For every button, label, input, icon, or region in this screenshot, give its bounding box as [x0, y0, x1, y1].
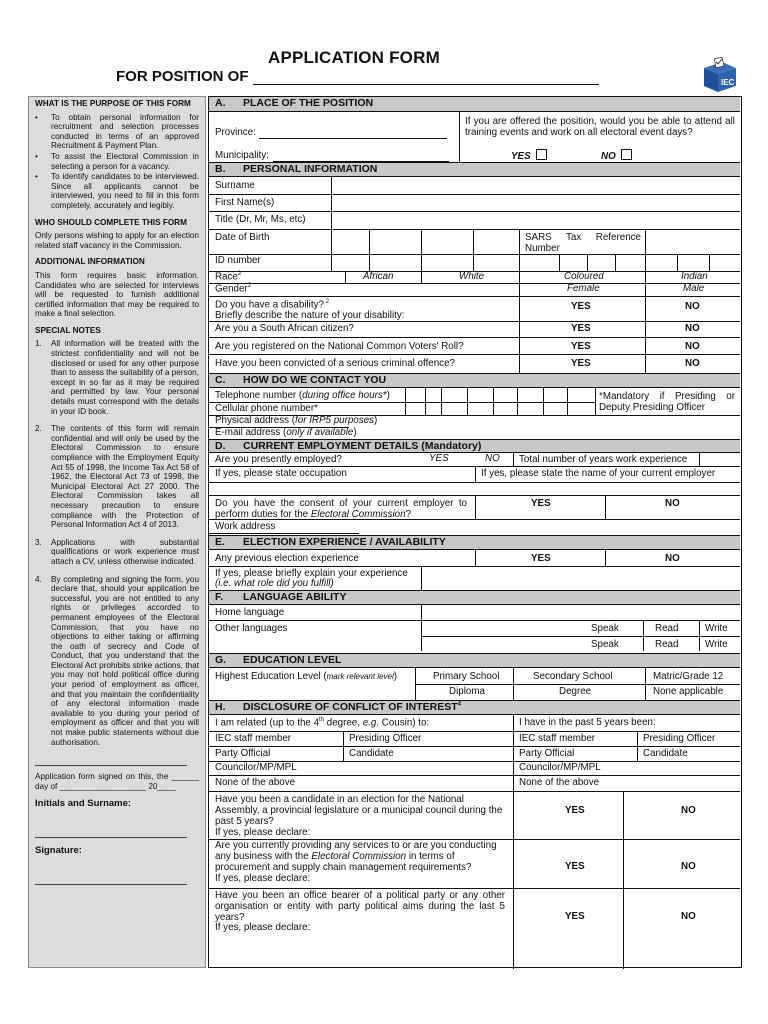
education-none[interactable]: None applicable — [653, 686, 724, 697]
gender-option-female[interactable]: Female — [567, 283, 600, 294]
education-primary[interactable]: Primary School — [433, 671, 500, 682]
work-address-label: Work address — [215, 521, 276, 532]
offence-no[interactable]: NO — [685, 358, 700, 369]
email-label: E-mail address (only if available) — [215, 427, 357, 438]
title-label: Title (Dr, Mr, Ms, etc) — [215, 214, 306, 225]
race-option-coloured[interactable]: Coloured — [564, 271, 604, 282]
checkbox[interactable] — [536, 149, 547, 160]
attendance-question: If you are offered the position, would you be able to attend all training events and work on all electoral event days? — [465, 116, 735, 138]
province-label: Province: — [215, 127, 256, 138]
section-g-header: G. EDUCATION LEVEL — [209, 653, 740, 668]
purpose-list — [35, 113, 199, 211]
first-names-label: First Name(s) — [215, 197, 275, 208]
race-option-indian[interactable]: Indian — [681, 271, 708, 282]
total-years-label: Total number of years work experience — [519, 454, 688, 465]
disability-question: Do you have a disability? $^2$ — [215, 299, 329, 311]
q2-yes[interactable]: YES — [565, 861, 585, 872]
disability-yes[interactable]: YES — [571, 301, 591, 312]
dob-label: Date of Birth — [215, 232, 270, 243]
attendance-no[interactable]: NO — [601, 149, 632, 162]
application-form — [208, 96, 742, 968]
related-question: I am related (up to the 4th degree, e.g. Cousin) to: — [215, 717, 430, 729]
notes-list — [35, 339, 199, 747]
other-languages-label: Other languages — [215, 623, 288, 634]
race-option-white[interactable]: White — [459, 271, 485, 282]
occupation-label: If yes, please state occupation — [215, 468, 347, 479]
office-bearer-question: Have you been an office bearer of a political party or any other organisation or entity with party political aims during the last 5 years? — [215, 890, 505, 923]
voters-roll-no[interactable]: NO — [685, 341, 700, 352]
initials-field[interactable] — [35, 827, 187, 838]
offence-question: Have you been convicted of a serious criminal offence? — [215, 358, 455, 369]
home-language-label: Home language — [215, 607, 285, 618]
list-item: • To obtain personal information for recruitment and selection processes conducted in terms of an approved Recruitment & Payment Plan. — [35, 112, 199, 151]
instructions-sidebar — [28, 96, 206, 968]
been-question: I have in the past 5 years been: — [519, 717, 656, 728]
additional-text: This form requires basic information. Candidates who are selected for interviews will be requested to furnish additional certified information that may be required to make a final selection. — [35, 270, 199, 319]
section-b-header: B. PERSONAL INFORMATION — [209, 162, 740, 177]
been-option-none[interactable]: None of the above — [519, 777, 600, 788]
consent-yes[interactable]: YES — [531, 498, 551, 509]
experience-yes[interactable]: YES — [531, 553, 551, 564]
consent-question: Do you have the consent of your current employer to perform duties for the Electoral Commission? — [215, 498, 467, 520]
declare-label: If yes, please declare: — [215, 873, 311, 884]
read-label[interactable]: Read — [655, 623, 679, 634]
section-d-header: D. CURRENT EMPLOYMENT DETAILS (Mandatory) — [209, 439, 740, 453]
gender-option-male[interactable]: Male — [683, 283, 705, 294]
been-option-presiding-officer[interactable]: Presiding Officer — [643, 733, 716, 744]
list-item: 3. Applications with substantial qualifications or work experience must attach a CV, unless otherwise indicated. — [35, 537, 199, 566]
telephone-label: Telephone number (during office hours*) — [215, 390, 390, 401]
position-heading — [116, 68, 599, 85]
been-option-party-official[interactable]: Party Official — [519, 748, 575, 759]
been-option-candidate[interactable]: Candidate — [643, 748, 688, 759]
iec-logo-icon — [700, 56, 740, 96]
experience-no[interactable]: NO — [665, 553, 680, 564]
education-diploma[interactable]: Diploma — [449, 686, 485, 697]
municipality-label: Municipality: — [215, 150, 269, 161]
section-e-header: E. ELECTION EXPERIENCE / AVAILABILITY — [209, 535, 740, 550]
section-a-header: A. PLACE OF THE POSITION — [209, 97, 740, 112]
employed-no[interactable]: NO — [485, 453, 500, 464]
voters-roll-question: Are you registered on the National Common Voters' Roll? — [215, 341, 464, 352]
been-option-iec-staff[interactable]: IEC staff member — [519, 733, 596, 744]
section-f-header: F. LANGUAGE ABILITY — [209, 590, 740, 605]
name-value-divider — [331, 177, 332, 229]
education-secondary[interactable]: Secondary School — [533, 671, 613, 682]
list-item: • To identify candidates to be interviewed. Since all applicants cannot be interviewed, you need to fill in this form completely, accurately and legibly. — [35, 172, 199, 210]
disability-no[interactable]: NO — [685, 301, 700, 312]
race-label: Race$^2$ — [215, 271, 242, 283]
candidate-question: Have you been a candidate in an election for the National Assembly, a provincial legislature or a municipal council during the past 5 years? — [215, 794, 503, 827]
list-item: 4. By completing and signing the form, you declare that, should your application be successful, you are not entitled to any rights or privileges accorded to permanent employees of the Electoral Commission, that you have no objections to either taking or affirming the oath of secrecy and Code of Conduct, that you understand that the Electoral Act prohibits strike actions, that you may not hold political office during your period of employment as officer, and that you maintain the confidentiality of any electoral information made available to you during your period of employment as officer and that you will not make public statements without due authorisation. — [35, 574, 199, 747]
id-number-label: ID number — [215, 255, 261, 266]
offence-yes[interactable]: YES — [571, 358, 591, 369]
related-option-none[interactable]: None of the above — [215, 777, 296, 788]
been-option-councilor[interactable]: Councilor/MP/MPL — [519, 762, 601, 773]
explain-hint: (i.e. what role did you fulfill) — [215, 578, 334, 589]
svg-text:IEC: IEC — [721, 78, 735, 87]
race-option-african[interactable]: African — [363, 271, 394, 282]
position-field[interactable] — [253, 70, 599, 85]
physical-address-label: Physical address (for IRP5 purposes) — [215, 415, 378, 426]
q1-yes[interactable]: YES — [565, 805, 585, 816]
employer-label: If yes, please state the name of your current employer — [481, 468, 716, 479]
section-c-header: C. HOW DO WE CONTACT YOU — [209, 373, 740, 388]
explain-label: If yes, please briefly explain your experience — [215, 568, 408, 579]
q1-no[interactable]: NO — [681, 805, 696, 816]
attendance-yes[interactable]: YES — [511, 149, 547, 162]
voters-roll-yes[interactable]: YES — [571, 341, 591, 352]
signature-label: Signature: — [35, 845, 82, 856]
initials-label: Initials and Surname: — [35, 798, 132, 810]
list-item: 1. All information will be treated with the strictest confidentiality and will not be disclosed or used for any other purpose than to assess the suitability of a person, except in so far as it may be required and permitted by law. Your personal details must correspond with the details in your ID book. — [35, 339, 199, 416]
q3-yes[interactable]: YES — [565, 911, 585, 922]
education-matric[interactable]: Matric/Grade 12 — [653, 671, 724, 682]
purpose-heading: WHAT IS THE PURPOSE OF THIS FORM — [35, 99, 191, 108]
divider — [35, 755, 187, 766]
education-label: Highest Education Level (mark relevant level) — [215, 671, 398, 682]
province-field[interactable] — [259, 138, 447, 139]
citizen-yes[interactable]: YES — [571, 323, 591, 334]
employed-yes[interactable]: YES — [429, 453, 449, 464]
contact-note: *Mandatory if Presiding or Deputy Presiding Officer — [599, 391, 735, 413]
cellular-label: Cellular phone number* — [215, 403, 318, 414]
citizen-no[interactable]: NO — [685, 323, 700, 334]
related-option-iec-staff[interactable]: IEC staff member — [215, 733, 292, 744]
disability-description: Briefly describe the nature of your disability: — [215, 310, 405, 321]
q3-no[interactable]: NO — [681, 911, 696, 922]
read-label[interactable]: Read — [655, 639, 679, 650]
previous-experience-question: Any previous election experience — [215, 553, 359, 564]
education-degree[interactable]: Degree — [559, 686, 592, 697]
employed-question: Are you presently employed? — [215, 454, 342, 465]
related-option-party-official[interactable]: Party Official — [215, 748, 271, 759]
additional-heading: ADDITIONAL INFORMATION — [35, 257, 145, 267]
list-item: • To assist the Electoral Commission in selecting a person for a vacancy. — [35, 151, 199, 171]
signature-field[interactable] — [35, 874, 187, 885]
declare-label: If yes, please declare: — [215, 922, 311, 933]
speak-label[interactable]: Speak — [591, 639, 619, 650]
who-text: Only persons wishing to apply for an election related staff vacancy in the Commission. — [35, 231, 199, 250]
section-h-header: H. DISCLOSURE OF CONFLICT OF INTEREST$^4$ — [209, 700, 740, 715]
surname-label: Surname — [215, 180, 255, 191]
speak-label[interactable]: Speak — [591, 623, 619, 634]
consent-no[interactable]: NO — [665, 498, 680, 509]
declare-label: If yes, please declare: — [215, 827, 311, 838]
write-label[interactable]: Write — [705, 639, 728, 650]
who-heading: WHO SHOULD COMPLETE THIS FORM — [35, 217, 187, 227]
page-title: APPLICATION FORM — [268, 48, 440, 67]
gender-label: Gender$^2$ — [215, 283, 252, 295]
citizen-question: Are you a South African citizen? — [215, 323, 354, 334]
q2-no[interactable]: NO — [681, 861, 696, 872]
checkbox[interactable] — [621, 149, 632, 160]
related-option-candidate[interactable]: Candidate — [349, 748, 394, 759]
position-label: FOR POSITION OF — [116, 68, 249, 85]
services-question: Are you currently providing any services to or are you conducting any business with the Electoral Commission in terms of procurement and supply chain management requirements? — [215, 840, 497, 873]
signed-text: Application form signed on this, the ______ day of ___________________ 20____ — [35, 772, 199, 791]
write-label[interactable]: Write — [705, 623, 728, 634]
notes-heading: SPECIAL NOTES — [35, 325, 101, 335]
related-option-councilor[interactable]: Councilor/MP/MPL — [215, 762, 297, 773]
sars-label: SARS Tax Reference Number — [525, 232, 641, 254]
related-option-presiding-officer[interactable]: Presiding Officer — [349, 733, 422, 744]
list-item: 2. The contents of this form will remain confidential and will only be used by the Electoral Commission to ensure compliance with the Employment Equity Act 55 of 1998, the Income Tax Act 58 of 1962, the Electoral Act 73 of 1998, the Municipal Electoral Act 27 2000. The Electoral Commission takes all necessary precaution to ensure compliance with the Protection of Personal Information Act 4 of 2013. — [35, 424, 199, 530]
